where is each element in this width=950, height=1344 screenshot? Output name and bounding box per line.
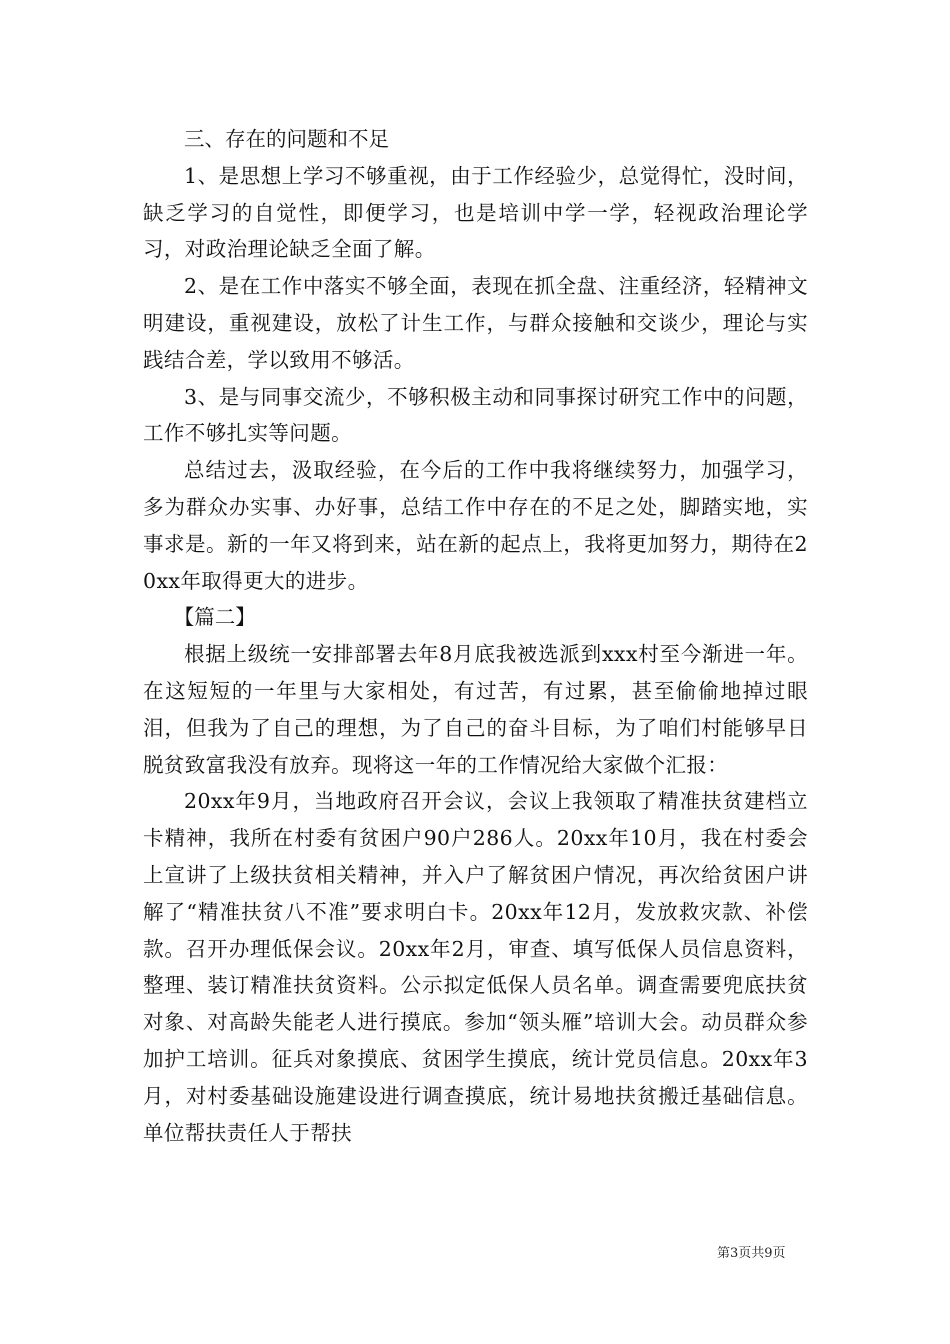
- part-title: 【篇二】: [173, 605, 256, 630]
- paragraph-3: 3、是与同事交流少，不够积极主动和同事探讨研究工作中的问题，工作不够扎实等问题。: [143, 384, 808, 446]
- paragraph-4: 总结过去，汲取经验，在今后的工作中我将继续努力，加强学习，多为群众办实事、办好事，总结工作中存在的不足之处，脚踏实地，实事求是。新的一年又将到来，站在新的起点上，我将更加努力，期待在20xx年取得更大的进步。: [143, 458, 808, 593]
- document-body: [143, 121, 808, 1151]
- section-heading: 三、存在的问题和不足: [184, 127, 389, 151]
- page-number-footer: 第3页共9页: [717, 1246, 786, 1261]
- part-paragraph-2: 20xx年9月，当地政府召开会议，会议上我领取了精准扶贫建档立卡精神，我所在村委有贫困户90户286人。20xx年10月，我在村委会上宣讲了上级扶贫相关精神，并入户了解贫困户情况，再次给贫困户讲解了“精准扶贫八不准”要求明白卡。20xx年12月，发放救灾款、补偿款。召开办理低保会议。20xx年2月，审查、填写低保人员信息资料，整理、装订精准扶贫资料。公示拟定低保人员名单。调查需要兜底扶贫对象、对高龄失能老人进行摸底。参加“领头雁”培训大会。动员群众参加护工培训。征兵对象摸底、贫困学生摸底，统计党员信息。20xx年3月，对村委基础设施建设进行调查摸底，统计易地扶贫搬迁基础信息。单位帮扶责任人于帮扶: [143, 789, 808, 1145]
- part-paragraph-1: 根据上级统一安排部署去年8月底我被选派到xxx村至今渐进一年。在这短短的一年里与大家相处，有过苦，有过累，甚至偷偷地掉过眼泪，但我为了自己的理想，为了自己的奋斗目标，为了咱们村能够早日脱贫致富我没有放弃。现将这一年的工作情况给大家做个汇报：: [143, 642, 808, 777]
- paragraph-1: 1、是思想上学习不够重视，由于工作经验少，总觉得忙，没时间，缺乏学习的自觉性，即便学习，也是培训中学一学，轻视政治理论学习，对政治理论缺乏全面了解。: [143, 163, 808, 262]
- paragraph-2: 2、是在工作中落实不够全面，表现在抓全盘、注重经济，轻精神文明建设，重视建设，放松了计生工作，与群众接触和交谈少，理论与实践结合差，学以致用不够活。: [143, 274, 808, 372]
